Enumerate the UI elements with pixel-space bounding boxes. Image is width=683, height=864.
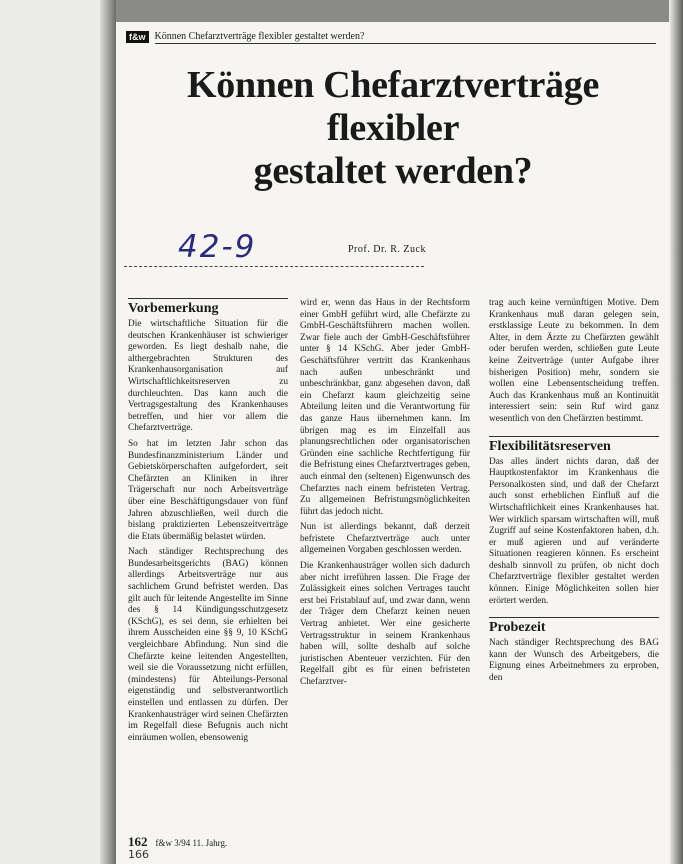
title-line-3: gestaltet werden?: [253, 150, 533, 192]
article-title: [116, 64, 670, 193]
issue-info: f&w 3/94 11. Jahrg.: [155, 838, 228, 848]
paragraph: Nach ständiger Rechtsprechung des BAG kann der Wunsch des Arbeitgebers, die Eignung eines Arbeitnehmers zu erproben, den: [489, 638, 659, 684]
title-line-1: Können Chefarztverträge: [186, 64, 600, 106]
dashed-divider: [124, 266, 424, 267]
section-heading-vorbemerkung: Vorbemerkung: [128, 298, 288, 317]
column-3: [489, 298, 659, 689]
paragraph: trag auch keine vernünftigen Motive. Dem Krankenhaus muß daran gelegen sein, erstklassige Leute zu bekommen. In dem Alter, in dem Ärzte zu Chefärzten gewählt oder berufen werden, schließen gute Leute keine Zeitverträge (unter Aufgabe ihrer bisherigen Position) mehr, sondern sie wollen eine Lebensentscheidung treffen. Auch das Krankenhaus muß an Kontinuität interessiert sein: sein Ruf wird ganz wesentlich von den Chefärzten bestimmt.: [489, 298, 659, 424]
paragraph: So hat im letzten Jahr schon das Bundesfinanzministerium Länder und Gebietskörperschaften aufgefordert, seit Chefärzten an Kliniken in ihrer Trägerschaft nur noch Arbeitsverträge über eine Beschäftigungsdauer von fünf Jahren abzuschließen, weil durch die bislang praktizierten Lebenszeitverträge die Etats übermäßig belastet würden.: [128, 438, 288, 542]
paragraph: Das alles ändert nichts daran, daß der Hauptkostenfaktor im Krankenhaus die Personalkosten sind, und daß der Chefarzt auch sonst erheblichen Einfluß auf die Wirtschaftlichkeit eines Krankenhauses hat. Wer wirklich sparsam wirtschaften will, muß Zugriff auf seine Kostenfaktoren haben, d.h. er muß agieren und auf veränderte Situationen reagieren können. Es erscheint deshalb sinnvoll zu prüfen, ob nicht doch Chefarztverträge flexibler gestaltet werden können. Einige Möglichkeiten sollen hier erörtert werden.: [489, 456, 659, 606]
title-line-2: flexibler: [326, 107, 460, 149]
journal-logo: f&w: [126, 31, 149, 43]
paragraph: Nach ständiger Rechtsprechung des Bundesarbeitsgerichts (BAG) können allerdings Arbeitsverträge nur aus sachlichem Grund befristet werden. Das gilt auch für leitende Angestellte im Sinne des § 14 Kündigungsschutzgesetz (KSchG), es sei denn, sie erhielten bei ihrem Ausscheiden eine §§ 9, 10 KSchG vergleichbare Abfindung. Nun sind die Chefärzte keine leitenden Angestellten, weil sie die Voraussetzung nicht erfüllen, (mindestens) für Abteilungs-Personal eigenständig und selbstverantwortlich einstellen und entlassen zu dürfen. Der Krankenhausträger wird seinen Chefärzten im Regelfall diese Befugnis auch nicht einräumen wollen, ebensowenig: [128, 547, 288, 743]
running-title: Können Chefarztverträge flexibler gestaltet werden?: [155, 31, 657, 44]
paragraph: Die wirtschaftliche Situation für die deutschen Krankenhäuser ist schwieriger geworden. Es liegt deshalb nahe, die althergebrachten Strukturen des Krankenhausorganisation auf Wirtschaftlichkeitsreserven zu durchleuchten. Das kann auch die Vertragsgestaltung des Krankenhauses betreffen, und hier vor allem die Chefarztverträge.: [128, 319, 288, 434]
paragraph: Nun ist allerdings bekannt, daß derzeit befristete Chefarztverträge auch unter allgemeinen Vorgaben geschlossen werden.: [300, 522, 470, 556]
handwritten-page-number: 166: [128, 848, 149, 861]
paragraph: Die Krankenhausträger wollen sich dadurch aber nicht irreführen lassen. Die Frage der Zulässigkeit eines solchen Vertrages taucht erst bei Fristablauf auf, und zwar dann, wenn der Träger dem Chefarzt keinen neuen Vertrag anbietet. Wer eine gesicherte Vertragsstruktur in seinem Krankenhaus haben will, sollte deshalb auf solche juristischen Abenteuer verzichten. Für den Regelfall gibt es für einen befristeten Chefarztver-: [300, 561, 470, 687]
section-heading-probezeit: Probezeit: [489, 617, 659, 636]
scan-edge: [669, 0, 683, 864]
scan-margin: [0, 0, 110, 864]
journal-page: [116, 22, 670, 864]
page-number: 162: [128, 834, 148, 849]
author-line: Prof. Dr. R. Zuck: [348, 244, 426, 255]
column-1: [128, 298, 288, 748]
paragraph: wird er, wenn das Haus in der Rechtsform einer GmbH geführt wird, alle Chefärzte zu GmbH-Geschäftsführern machen wollen. Zwar fiele auch der GmbH-Geschäftsführer unter § 14 KSchG. Aber jeder GmbH-Geschäftsführer vertritt das Krankenhaus nach außen unbeschränkt und unbeschränkbar, ganz abgesehen davon, daß ein Chefarzt kaum gleichzeitig seine Abteilung leiten und die Verantwortung für das ganze Haus übernehmen kann. Im übrigen mag es im Einzelfall aus planungsrechtlichen oder organisatorischen Gründen eine sachliche Rechtfertigung für die Befristung eines Chefarztvertrages geben, auch einmal den (seltenen) Eigenwunsch des Chefarztes nach einem befristeten Vertrag. Zu allgemeinen Befristungsmöglichkeiten führt das jedoch nicht.: [300, 298, 470, 517]
handwritten-note: 42-9: [178, 229, 257, 265]
column-2: [300, 298, 470, 693]
running-header: [126, 30, 656, 44]
section-heading-flexibilitaetsreserven: Flexibilitätsreserven: [489, 436, 659, 455]
book-gutter: [100, 0, 116, 864]
